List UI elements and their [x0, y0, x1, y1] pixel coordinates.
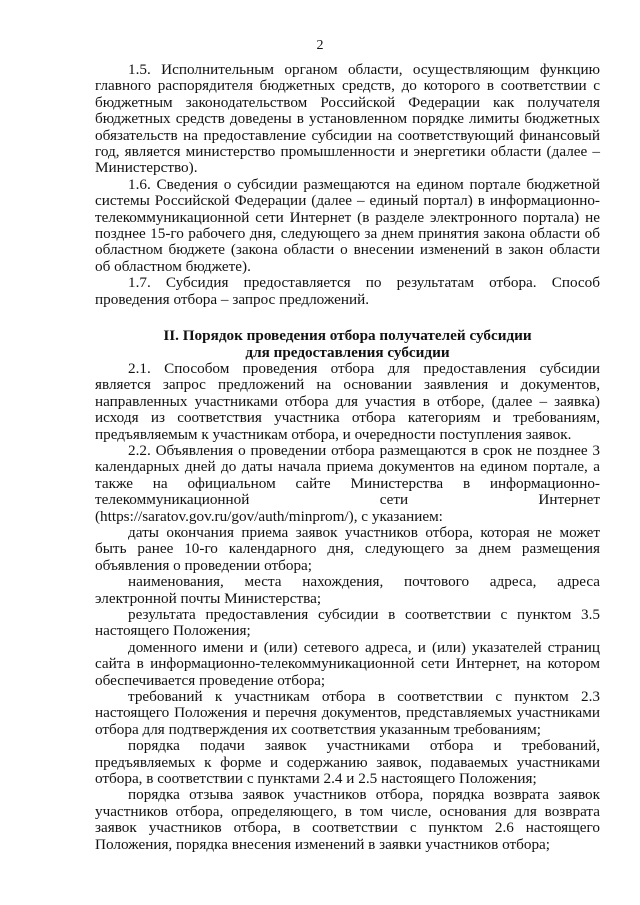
- list-item-ministry-contacts: наименования, места нахождения, почтового адреса, адреса электронной почты Министерства;: [95, 573, 600, 607]
- section-heading-line-1: II. Порядок проведения отбора получателей субсидии: [163, 327, 532, 345]
- document-body: [95, 62, 600, 853]
- paragraph-1-7: 1.7. Субсидия предоставляется по результатам отбора. Способ проведения отбора – запрос предложений.: [95, 274, 600, 308]
- list-item-domain: доменного имени и (или) сетевого адреса, и (или) указателей страниц сайта в информационно-телекоммуникационной сети Интернет, на котором обеспечивается проведение отбора;: [95, 638, 600, 689]
- section-heading-line-2: для предоставления субсидии: [245, 343, 450, 361]
- paragraph-1-6: 1.6. Сведения о субсидии размещаются на едином портале бюджетной системы Российской Федерации (далее – единый портал) в информационно-телекоммуникационной сети Интернет (в разделе электронного портала) не позднее 15-го рабочего дня, следующего за днем принятия закона области об областном бюджете (закона области о внесении изменений в закон области об областном бюджете).: [95, 175, 600, 275]
- section-spacer: [95, 308, 600, 328]
- list-item-submission-order: порядка подачи заявок участниками отбора и требований, предъявляемых к форме и содержанию заявок, подаваемых участниками отбора, в соответствии с пунктами 2.4 и 2.5 настоящего Положения;: [95, 737, 600, 788]
- paragraph-1-5: 1.5. Исполнительным органом области, осуществляющим функцию главного распорядителя бюджетных средств, до которого в соответствии с бюджетным законодательством Российской Федерации как получателя бюджетных средств доведены в установленном порядке лимиты бюджетных обязательств на предоставление субсидии на соответствующий финансовый год, является министерство промышленности и энергетики области (далее – Министерство).: [95, 61, 600, 177]
- section-heading: [95, 328, 600, 361]
- paragraph-2-1: 2.1. Способом проведения отбора для предоставления субсидии является запрос предложений на основании заявления и документов, направленных участниками отбора для участия в отборе, (далее – заявка) исходя из соответствия участника отбора категориям и требованиям, предъявляемым к участникам отбора, и очередности поступления заявок.: [95, 359, 600, 443]
- list-item-withdrawal-order: порядка отзыва заявок участников отбора, порядка возврата заявок участников отбора, определяющего, в том числе, основания для возврата заявок участников отбора, в соответствии с пунктом 2.6 настоящего Положения, порядка внесения изменений в заявки участников отбора;: [95, 786, 600, 853]
- paragraph-2-2: 2.2. Объявления о проведении отбора размещаются в срок не позднее 3 календарных дней до даты начала приема документов на едином портале, а также на официальном сайте Министерства в информационно-телекоммуникационной сети Интернет (https://saratov.gov.ru/gov/auth/minprom/), с указанием:: [95, 441, 600, 525]
- list-item-requirements: требований к участникам отбора в соответствии с пунктом 2.3 настоящего Положения и перечня документов, представляемых участниками отбора для подтверждения их соответствия указанным требованиям;: [95, 688, 600, 738]
- page-number: 2: [316, 38, 324, 53]
- list-item-deadline: даты окончания приема заявок участников отбора, которая не может быть ранее 10-го календарного дня, следующего за днем размещения объявления о проведении отбора;: [95, 523, 600, 574]
- list-item-result: результата предоставления субсидии в соответствии с пунктом 3.5 настоящего Положения;: [95, 606, 600, 640]
